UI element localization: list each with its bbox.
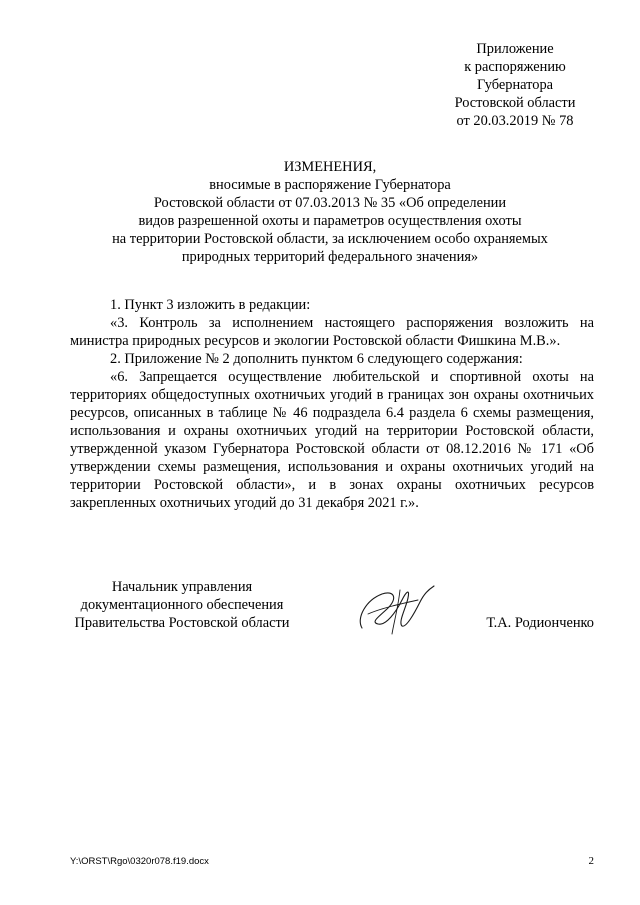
handwritten-signature — [348, 578, 438, 640]
position-line: Правительства Ростовской области — [74, 615, 290, 631]
item-2-text: «6. Запрещается осуществление любительской и спортивной охоты на территориях общедоступных охотничьих угодий в границах зон охраны охотничьих ресурсов, описанных в таблице № 46 подраздела 6.4 раздела 6 схемы размещения, использования и охраны охотничьих угодий на территории Ростовской области, утвержденной указом Губернатора Ростовской области от 08.12.2016 № 171 «Об утверждении схемы размещения, использования и охраны охотничьих угодий на территории Ростовской области», и в зонах охраны охотничьих ресурсов закрепленных охотничьих угодий до 31 декабря 2021 г.». — [70, 369, 594, 511]
item-1-text: «3. Контроль за исполнением настоящего распоряжения возложить на министра природных ресурсов и экологии Ростовской области Фишкина М.В.». — [70, 315, 594, 349]
title-heading: ИЗМЕНЕНИЯ, — [283, 159, 377, 175]
document-body — [70, 296, 594, 512]
appendix-line: Приложение — [476, 41, 554, 57]
item-1-heading: 1. Пункт 3 изложить в редакции: — [110, 297, 311, 313]
item-2-heading: 2. Приложение № 2 дополнить пунктом 6 следующего содержания: — [110, 351, 523, 367]
footer-file-path: Y:\ORST\Rgo\0320r078.f19.docx — [70, 856, 209, 867]
title-line: вносимые в распоряжение Губернатора — [209, 177, 451, 193]
appendix-line: Ростовской области — [454, 95, 576, 111]
appendix-header — [420, 40, 610, 130]
title-line: на территории Ростовской области, за исключением особо охраняемых — [112, 231, 548, 247]
signatory-position — [68, 578, 296, 632]
document-title — [70, 158, 590, 266]
appendix-line: Губернатора — [476, 77, 554, 93]
signatory-name: Т.А. Родионченко — [486, 615, 594, 631]
page-number: 2 — [588, 855, 594, 867]
title-line: видов разрешенной охоты и параметров осуществления охоты — [138, 213, 522, 229]
appendix-line: к распоряжению — [464, 59, 566, 75]
title-line: Ростовской области от 07.03.2013 № 35 «Об определении — [153, 195, 507, 211]
position-line: документационного обеспечения — [80, 597, 284, 613]
title-line: природных территорий федерального значения» — [181, 249, 479, 265]
position-line: Начальник управления — [111, 579, 253, 595]
appendix-date-line: от 20.03.2019 № 78 — [456, 113, 574, 129]
